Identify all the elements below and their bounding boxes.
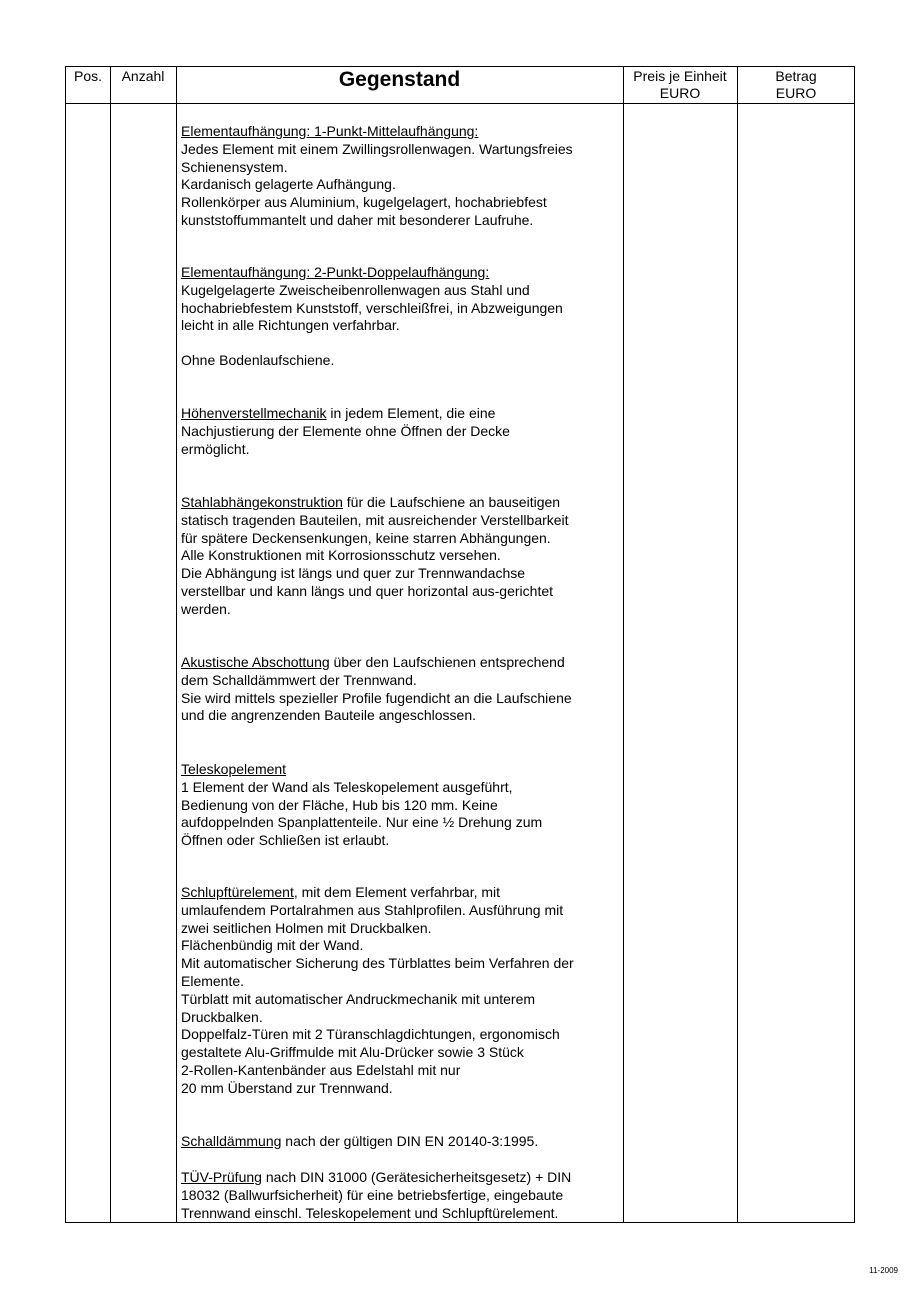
block-line: für spätere Deckensenkungen, keine starren Abhängungen. [181,529,551,546]
block-line: Mit automatischer Sicherung des Türblattes beim Verfahren der [181,955,574,972]
block-title: Stahlabhängekonstruktion [181,494,343,510]
header-betrag-label: Betrag [775,68,817,84]
block-title: Höhenverstellmechanik [181,405,327,421]
block-line: 20 mm Überstand zur Trennwand. [181,1079,393,1096]
header-anzahl [110,67,176,104]
block-line: 1 Element der Wand als Teleskopelement ausgeführt, [181,778,513,795]
block-title: TÜV-Prüfung [181,1169,262,1185]
header-gegenstand [176,67,623,104]
block-line: Schienensystem. [181,158,288,175]
block-line: umlaufendem Portalrahmen aus Stahlprofilen. Ausführung mit [181,901,564,918]
block-line: Druckbalken. [181,1008,263,1025]
block-line: Flächenbündig mit der Wand. [181,937,364,954]
item-block [181,761,621,850]
block-line: leicht in alle Richtungen verfahrbar. [181,317,400,334]
item-block [181,123,621,230]
block-line: Trennwand einschl. Teleskopelement und Schlupftürelement. [181,1204,559,1221]
block-line: Alle Konstruktionen mit Korrosionsschutz versehen. [181,547,501,564]
item-block [181,884,621,1098]
block-line: hochabriebfestem Kunststoff, verschleißfrei, in Abzweigungen [181,299,563,316]
column-divider [623,67,624,1222]
block-line: Bedienung von der Fläche, Hub bis 120 mm. Keine [181,796,498,813]
block-line: Die Abhängung ist längs und quer zur Trennwandachse [181,565,526,582]
block-line: kunststoffummantelt und daher mit besonderer Laufruhe. [181,211,534,228]
block-line: verstellbar und kann längs und quer horizontal aus-gerichtet [181,582,554,599]
block-line: Öffnen oder Schließen ist erlaubt. [181,832,390,849]
block-line: Nachjustierung der Elemente ohne Öffnen der Decke [181,422,510,439]
item-block [181,654,621,725]
item-block [181,1133,621,1151]
block-title: Elementaufhängung: 1-Punkt-Mittelaufhängung: [181,123,479,139]
header-preis [623,67,737,104]
block-line: werden. [181,600,231,617]
block-title-rest: nach der gültigen DIN EN 20140-3:1995. [281,1133,539,1149]
column-divider [737,67,738,1222]
header-pos [66,67,110,104]
block-line: aufdoppelnden Spanplattenteile. Nur eine ½ Drehung zum [181,814,543,831]
block-line: und die angrenzenden Bauteile angeschlossen. [181,707,477,724]
item-note [181,352,621,370]
block-title: Schlupftürelement [181,884,294,900]
item-block [181,1169,621,1222]
block-line: Kardanisch gelagerte Aufhängung. [181,176,396,193]
block-line: dem Schalldämmwert der Trennwand. [181,671,417,688]
item-block [181,264,621,335]
item-block [181,405,621,458]
block-line: Kugelgelagerte Zweischeibenrollenwagen aus Stahl und [181,281,530,298]
block-line: Sie wird mittels spezieller Profile fugendicht an die Laufschiene [181,689,572,706]
footer-date: 11-2009 [869,1266,898,1275]
column-divider [176,67,177,1222]
header-anzahl-label: Anzahl [121,68,165,84]
block-title-rest: in jedem Element, die eine [326,405,496,421]
block-line: zwei seitlichen Holmen mit Druckbalken. [181,919,432,936]
block-line: Elemente. [181,972,245,989]
block-line: ermöglicht. [181,440,250,457]
header-preis-currency: EURO [659,85,701,101]
block-title-rest: , mit dem Element verfahrbar, mit [293,884,501,900]
block-title: Teleskopelement [181,761,287,777]
block-line: Jedes Element mit einem Zwillingsrollenwagen. Wartungsfreies [181,140,573,157]
block-line: 2-Rollen-Kantenbänder aus Edelstahl mit nur [181,1061,461,1078]
item-block [181,494,621,619]
block-title-rest: für die Laufschiene an bauseitigen [342,494,561,510]
block-title: Akustische Abschottung [181,654,330,670]
column-divider [110,67,111,1222]
block-line: gestaltete Alu-Griffmulde mit Alu-Drücker sowie 3 Stück [181,1044,524,1061]
block-line: statisch tragenden Bauteilen, mit ausreichender Verstellbarkeit [181,511,569,528]
header-pos-label: Pos. [73,68,102,84]
block-title-rest: nach DIN 31000 (Gerätesicherheitsgesetz) + DIN [261,1169,572,1185]
block-line: Türblatt mit automatischer Andruckmechanik mit unterem [181,990,536,1007]
block-title-rest: über den Laufschienen entsprechend [329,654,565,670]
header-betrag [737,67,855,104]
header-gegenstand-label: Gegenstand [338,68,461,91]
header-preis-label: Preis je Einheit [633,68,727,84]
block-line: Rollenkörper aus Aluminium, kugelgelagert, hochabriebfest [181,194,547,211]
block-title: Elementaufhängung: 2-Punkt-Doppelaufhängung: [181,264,490,280]
block-line: 18032 (Ballwurfsicherheit) für eine betriebsfertige, eingebaute [181,1186,564,1203]
block-line: Ohne Bodenlaufschiene. [181,352,335,368]
header-betrag-currency: EURO [775,85,817,101]
block-line: Doppelfalz-Türen mit 2 Türanschlagdichtungen, ergonomisch [181,1026,560,1043]
block-title: Schalldämmung [181,1133,282,1149]
